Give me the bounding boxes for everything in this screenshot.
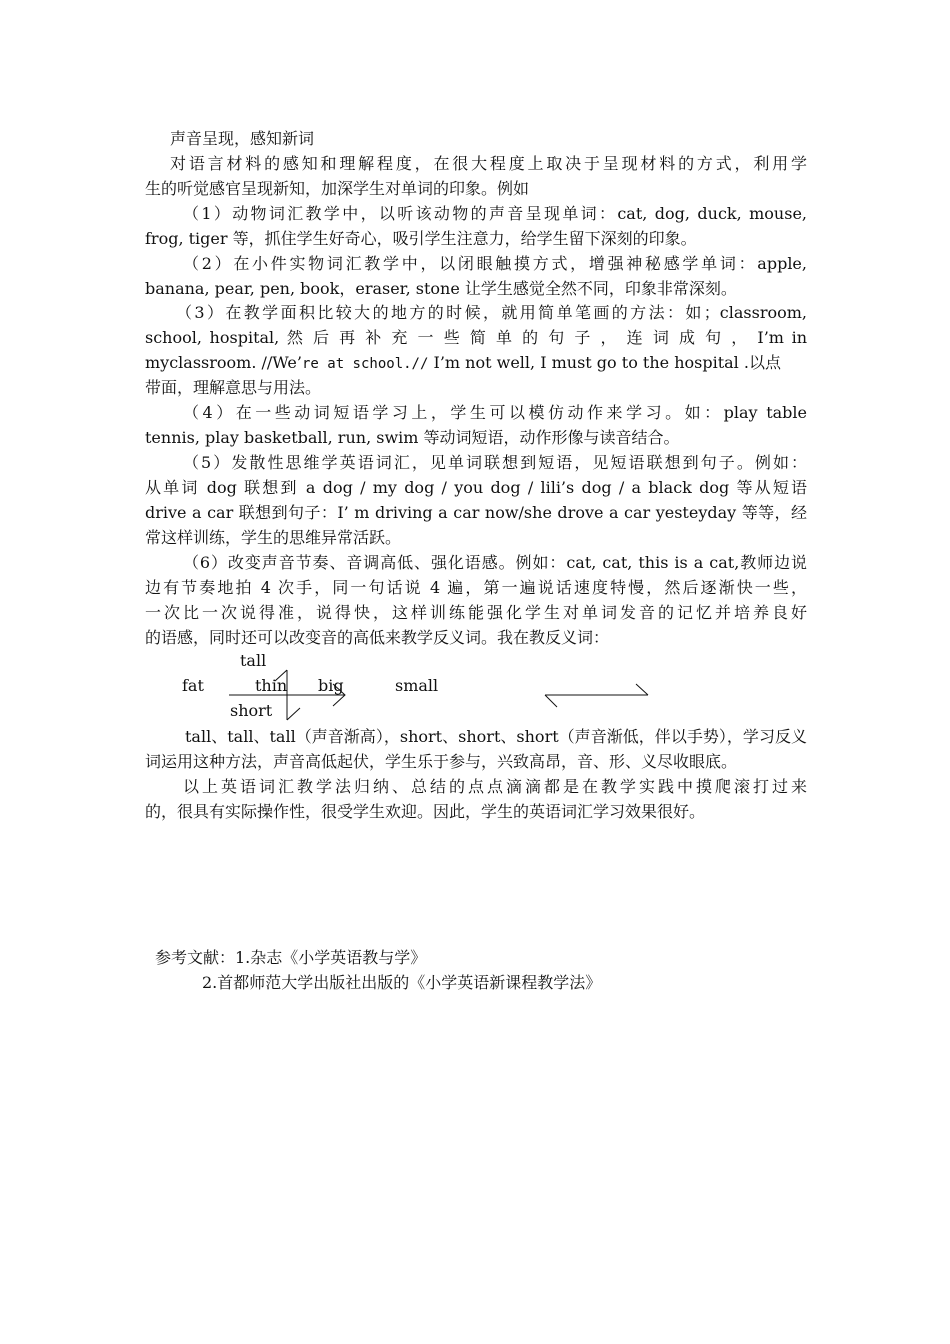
item5-line-3: drive a car 联想到句子：I’ m driving a car now/she drove a car yesteyday 等等，经 xyxy=(145,503,807,522)
item3-line-1: （3）在教学面积比较大的地方的时候，就用简单笔画的方法：如；classroom, xyxy=(176,303,807,322)
sketch-right-line-left-tick xyxy=(545,695,557,707)
intro-line-2: 生的听觉感官呈现新知，加深学生对单词的印象。例如 xyxy=(145,179,530,198)
antonym-thin: thin xyxy=(255,676,288,695)
item5-line-4: 常这样训练，学生的思维异常活跃。 xyxy=(145,528,402,547)
summary-line-1: 以上英语词汇教学法归纳、总结的点点滴滴都是在教学实践中摸爬滚打过来 xyxy=(183,777,807,796)
item5-line-2: 从单词 dog 联想到 a dog / my dog / you dog / lili’s dog / a black dog 等从短语 xyxy=(145,478,807,497)
sketch-down-arrow-head xyxy=(287,708,300,720)
antonym-small: small xyxy=(395,676,439,695)
item4-line-1: （4）在一些动词短语学习上，学生可以模仿动作来学习。如：play table xyxy=(183,403,807,422)
antonym-short: short xyxy=(230,701,273,720)
item3-line-4: 带面，理解意思与用法。 xyxy=(145,378,322,397)
reference-2: 2.首都师范大学出版社出版的《小学英语新课程教学法》 xyxy=(202,973,602,992)
reference-1: 参考文献：1.杂志《小学英语教与学》 xyxy=(155,948,427,967)
item6-line-3: 一次比一次说得准，说得快，这样训练能强化学生对单词发音的记忆并培养良好 xyxy=(145,603,807,622)
sketch-right-line-right-tick xyxy=(636,684,648,695)
antonym-tall: tall xyxy=(240,651,267,670)
item4-line-2: tennis, play basketball, run, swim 等动词短语，动作形像与读音结合。 xyxy=(145,428,680,447)
item3-line-3 xyxy=(145,350,807,375)
item3-line-3-part-a: myclassroom. //We’ xyxy=(145,353,302,372)
item2-line-1: （2）在小件实物词汇教学中，以闭眼触摸方式，增强神秘感学单词：apple, xyxy=(183,254,807,273)
item2-line-2: banana, pear, pen, book，eraser, stone 让学生感觉全然不同，印象非常深刻。 xyxy=(145,279,737,298)
item6-line-2: 边有节奏地拍 4 次手，同一句话说 4 遍，第一遍说话速度特慢，然后逐渐快一些， xyxy=(145,578,807,597)
summary-line-2: 的，很具有实际操作性，很受学生欢迎。因此，学生的英语词汇学习效果很好。 xyxy=(145,802,706,821)
after-sketch-line-1: tall、tall、tall（声音渐高），short、short、short（声音渐低，伴以手势），学习反义 xyxy=(185,727,807,746)
antonym-fat: fat xyxy=(182,676,204,695)
item6-line-4: 的语感，同时还可以改变音的高低来教学反义词。我在教反义词： xyxy=(145,628,610,647)
item1-line-2: frog, tiger 等，抓住学生好奇心，吸引学生注意力，给学生留下深刻的印象。 xyxy=(145,229,697,248)
item3-line-3-mono: re at school.// xyxy=(301,356,429,372)
intro-line-1: 对语言材料的感知和理解程度，在很大程度上取决于呈现材料的方式，利用学 xyxy=(170,154,807,173)
item1-line-1: （1）动物词汇教学中，以听该动物的声音呈现单词：cat, dog, duck, mouse, xyxy=(183,204,807,223)
item3-line-3-part-b: I’m not well, I must go to the hospital .以点 xyxy=(428,353,781,372)
after-sketch-line-2: 词运用这种方法，声音高低起伏，学生乐于参与，兴致高昂，音、形、义尽收眼底。 xyxy=(145,752,738,771)
antonym-big: big xyxy=(318,676,344,695)
item6-line-1: （6）改变声音节奏、音调高低、强化语感。例如：cat, cat, this is a cat,教师边说 xyxy=(183,553,807,572)
section-heading: 声音呈现，感知新词 xyxy=(170,129,315,148)
item3-line-2: school, hospital, 然 后 再 补 充 一 些 简 单 的 句 子 ， 连 词 成 句 ， I’m in xyxy=(145,328,807,347)
item5-line-1: （5）发散性思维学英语词汇，见单词联想到短语，见短语联想到句子。例如： xyxy=(183,453,807,472)
